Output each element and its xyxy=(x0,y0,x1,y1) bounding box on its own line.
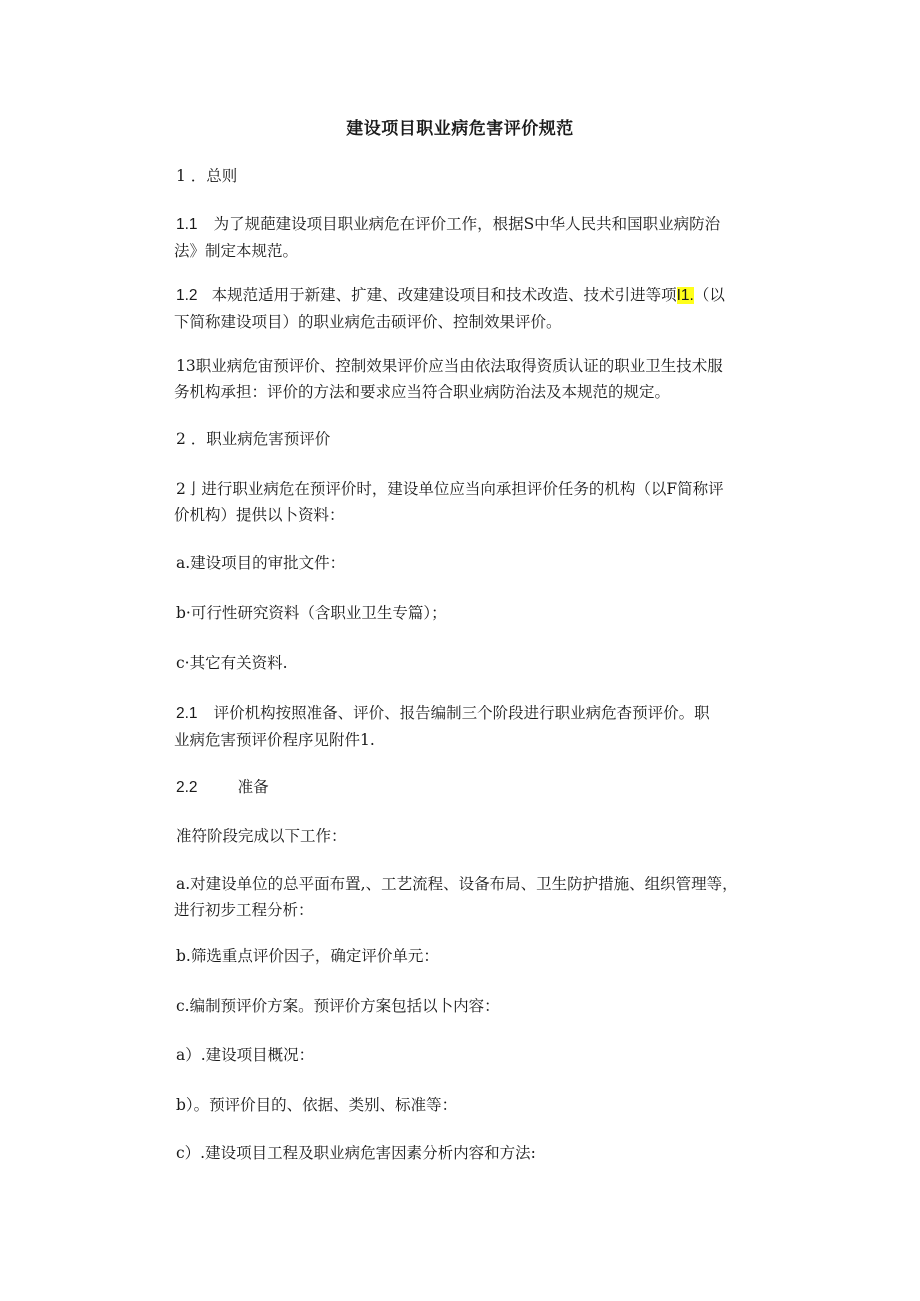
list-item-c xyxy=(176,650,776,676)
clause-number: 1.1 xyxy=(176,216,198,233)
clause-number: 2.2 xyxy=(176,779,198,796)
list-item-text: c.编制预评价方案。预评价方案包括以卜内容： xyxy=(176,997,500,1015)
list-item-text: c）.建设项目工程及职业病危害因素分析内容和方法: xyxy=(176,1144,536,1162)
paragraph-line: a.对建设单位的总平面布置,、工艺流程、设备布局、卫生防护措施、组织管理等， xyxy=(176,875,738,893)
paragraph-2-2-heading xyxy=(176,774,776,801)
paragraph-line: 务机构承担：评价的方法和要求应当符合职业病防治法及本规范的规定。 xyxy=(174,383,671,401)
paragraph-2-2-intro xyxy=(176,823,776,849)
paragraph-1-2 xyxy=(176,282,776,335)
paragraph-line: 2亅进行职业病危在预评价时，建设单位应当向承担评价任务的机构（以F简称评 xyxy=(176,480,724,498)
paragraph-line: 13职业病危宙预评价、控制效果评价应当由依法取得资质认证的职业卫生技术服 xyxy=(176,357,723,375)
sub-item-b xyxy=(176,1092,776,1118)
paragraph-line: 本规范适用于新建、扩建、改建建设项目和技术改造、技术引进等项 xyxy=(211,286,677,304)
section-heading-text: 2 ．职业病危害预评价 xyxy=(176,430,331,448)
paragraph-line: 下简称建设项目）的职业病危击硕评价、控制效果评价。 xyxy=(174,313,562,331)
paragraph-line: 为了规葩建设项目职业病危在评价工作，根据S中华人民共和国职业病防治 xyxy=(213,215,721,233)
sub-item-a xyxy=(176,1042,776,1068)
paragraph-line: 评价机构按照准备、评价、报告编制三个阶段进行职业病危杳预评价。职 xyxy=(213,704,710,722)
clause-number: 1.2 xyxy=(176,287,198,304)
list-item-b xyxy=(176,600,776,626)
paragraph-2-0 xyxy=(176,476,776,528)
paragraph-line: 准符阶段完成以下工作： xyxy=(176,827,347,845)
paragraph-1-3 xyxy=(176,353,776,405)
paragraph-2-1 xyxy=(176,700,776,753)
list-item-text: b）。预评价目的、依据、类别、标准等： xyxy=(176,1096,458,1114)
list-item-a xyxy=(176,550,776,576)
paragraph-line: 业病危害预评价程序见附件1. xyxy=(174,731,375,749)
section-heading-preassessment xyxy=(176,426,776,452)
work-item-a xyxy=(176,871,776,923)
list-item-text: a）.建设项目概况： xyxy=(176,1046,315,1064)
highlighted-text: I1. xyxy=(676,287,694,304)
list-item-text: c·其它有关资料. xyxy=(176,654,288,672)
list-item-text: b·可行性研究资料（含职业卫生专篇）； xyxy=(176,604,447,622)
paragraph-line: 价机构）提供以卜资料： xyxy=(174,506,345,524)
clause-title: 准备 xyxy=(237,778,269,796)
paragraph-line: 法》制定本规范。 xyxy=(174,242,299,260)
list-item-text: b.筛选重点评价因子，确定评价单元： xyxy=(176,947,439,965)
section-heading-general xyxy=(176,163,776,189)
paragraph-line: （以 xyxy=(693,286,725,304)
work-item-c xyxy=(176,993,776,1019)
section-heading-text: 1 ．总则 xyxy=(176,167,238,185)
list-item-text: a.建设项目的审批文件： xyxy=(176,554,346,572)
paragraph-1-1 xyxy=(176,211,776,264)
clause-number: 2.1 xyxy=(176,705,198,722)
sub-item-c xyxy=(176,1140,776,1166)
work-item-b xyxy=(176,943,776,969)
paragraph-line: 进行初步工程分析： xyxy=(174,901,314,919)
document-title: 建设项目职业病危害评价规范 xyxy=(346,119,574,139)
